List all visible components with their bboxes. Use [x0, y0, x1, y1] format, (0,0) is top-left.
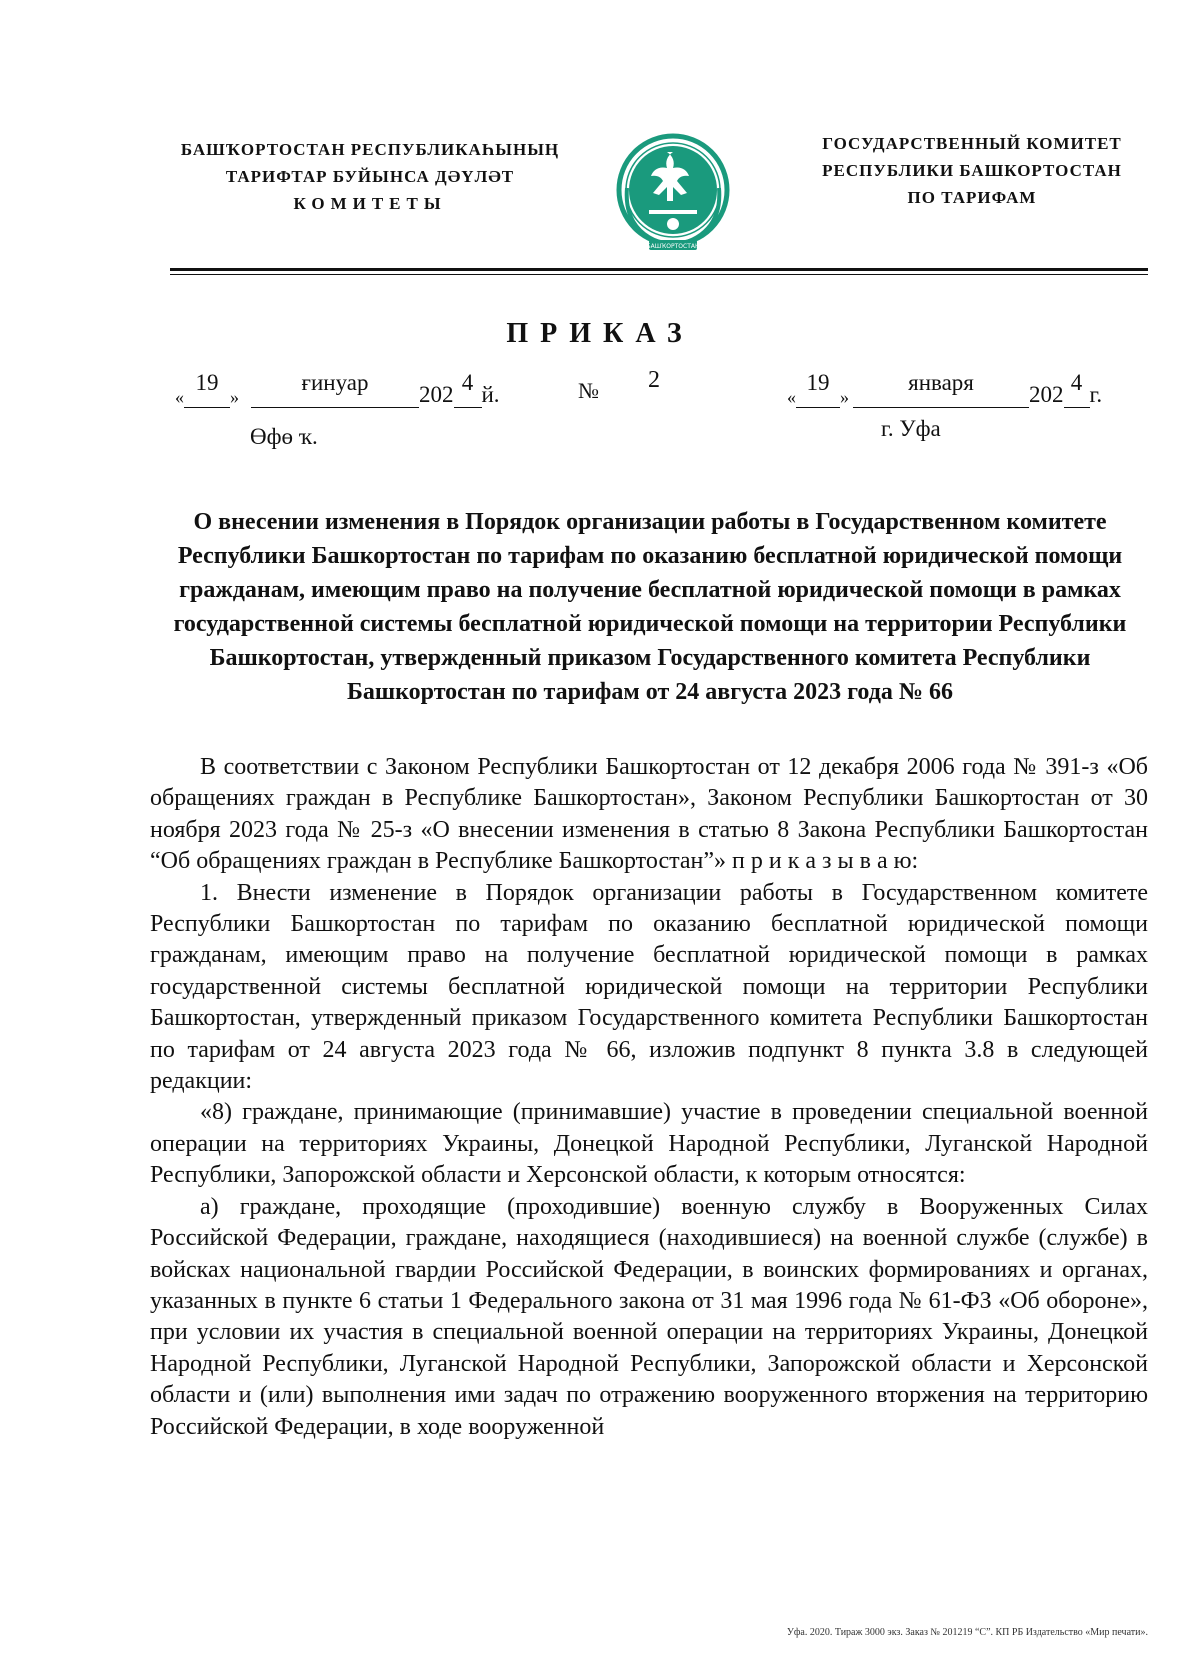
order-number: 2 — [648, 367, 660, 393]
header-right-line-3: ПО ТАРИФАМ — [907, 188, 1037, 207]
quote-open: « — [787, 387, 796, 407]
document-body — [150, 752, 1148, 1443]
header-left-line-2: ТАРИФТАР БУЙЫНСА ДӘҮЛӘТ — [225, 167, 515, 186]
year-suffix-left: й. — [481, 382, 500, 407]
month-field-right: января — [853, 377, 1029, 408]
paragraph-subitem-a: а) граждане, проходящие (проходившие) военную службу в Вооруженных Силах Российской Федерации, граждане, находящиеся (находившиеся) на военной службе (службе) в войсках национальной гвардии Российской Федерации, в воинских формированиях и органах, указанных в пункте 6 статьи 1 Федерального закона от 31 мая 1996 года № 61-ФЗ «Об обороне», при условии их участия в специальной военной операции на территориях Украины, Донецкой Народной Республики, Луганской Народной Республики, Запорожской области и Херсонской области и (или) выполнения ими задач по отражению вооруженного вторжения на территорию Российской Федерации, в ходе вооруженной — [150, 1193, 1148, 1440]
quote-close: » — [840, 387, 849, 407]
header-right-line-1: ГОСУДАРСТВЕННЫЙ КОМИТЕТ — [822, 134, 1122, 153]
day-field-right: 19 — [796, 377, 840, 408]
year-prefix-right: 202 — [1029, 382, 1064, 407]
city-left: Өфө ҡ. — [250, 424, 318, 449]
header-right-line-2: РЕСПУБЛИКИ БАШКОРТОСТАН — [822, 161, 1122, 180]
order-title: ПРИКАЗ — [506, 318, 694, 349]
header-divider-thick — [170, 268, 1148, 271]
document-title: О внесении изменения в Порядок организации работы в Государственном комитете Республики Башкортостан по тарифам по оказанию бесплатной юридической помощи гражданам, имеющим право на получение бесплатной юридической помощи в рамках государственной системы бесплатной юридической помощи на территории Республики Башкортостан, утвержденный приказом Государственного комитета Республики Башкортостан по тарифам от 24 августа 2023 года № 66 — [173, 509, 1127, 705]
quote-close: » — [230, 387, 239, 407]
header-left-org-name — [160, 136, 580, 217]
header-left-line-1: БАШҠОРТОСТАН РЕСПУБЛИКАҺЫНЫҢ — [180, 140, 560, 159]
year-prefix-left: 202 — [419, 382, 454, 407]
header-right-org-name — [782, 130, 1162, 211]
print-footer: Уфа. 2020. Тираж 3000 экз. Заказ № 201219 “С”. КП РБ Издательство «Мир печати». — [786, 1627, 1148, 1638]
date-line-left — [175, 372, 500, 408]
day-field-left: 19 — [184, 377, 230, 408]
quote-open: « — [175, 387, 184, 407]
header-left-line-3: КОМИТЕТЫ — [293, 194, 447, 213]
number-sign: № — [578, 378, 599, 403]
city-right: г. Уфа — [881, 416, 941, 441]
emblem-icon — [613, 128, 733, 268]
year-field-left: 4 — [454, 377, 482, 408]
month-field-left: ғинуар — [251, 377, 419, 408]
year-field-right: 4 — [1064, 377, 1090, 408]
year-suffix-right: г. — [1089, 382, 1103, 407]
header-divider-thin — [170, 274, 1148, 275]
paragraph-preamble: В соответствии с Законом Республики Башкортостан от 12 декабря 2006 года № 391-з «Об обращениях граждан в Республике Башкортостан», Законом Республики Башкортостан от 30 ноября 2023 года № 25-з «О внесении изменения в статью 8 Закона Республики Башкортостан “Об обращениях граждан в Республике Башкортостан”» п р и к а з ы в а ю: — [150, 754, 1148, 875]
emblem-ribbon-text: БАШҠОРТОСТАН — [646, 243, 700, 250]
paragraph-item-1: 1. Внести изменение в Порядок организации работы в Государственном комитете Республики Башкортостан по тарифам по оказанию бесплатной юридической помощи гражданам, имеющим право на получение бесплатной юридической помощи в рамках государственной системы бесплатной юридической помощи на территории Республики Башкортостан, утвержденный приказом Государственного комитета Республики Башкортостан по тарифам от 24 августа 2023 года № 66, изложив подпункт 8 пункта 3.8 в следующей редакции: — [150, 879, 1148, 1095]
date-line-right — [787, 372, 1102, 408]
paragraph-subitem-8: «8) граждане, принимающие (принимавшие) участие в проведении специальной военной операции на территориях Украины, Донецкой Народной Республики, Луганской Народной Республики, Запорожской области и Херсонской области, к которым относятся: — [150, 1099, 1148, 1189]
